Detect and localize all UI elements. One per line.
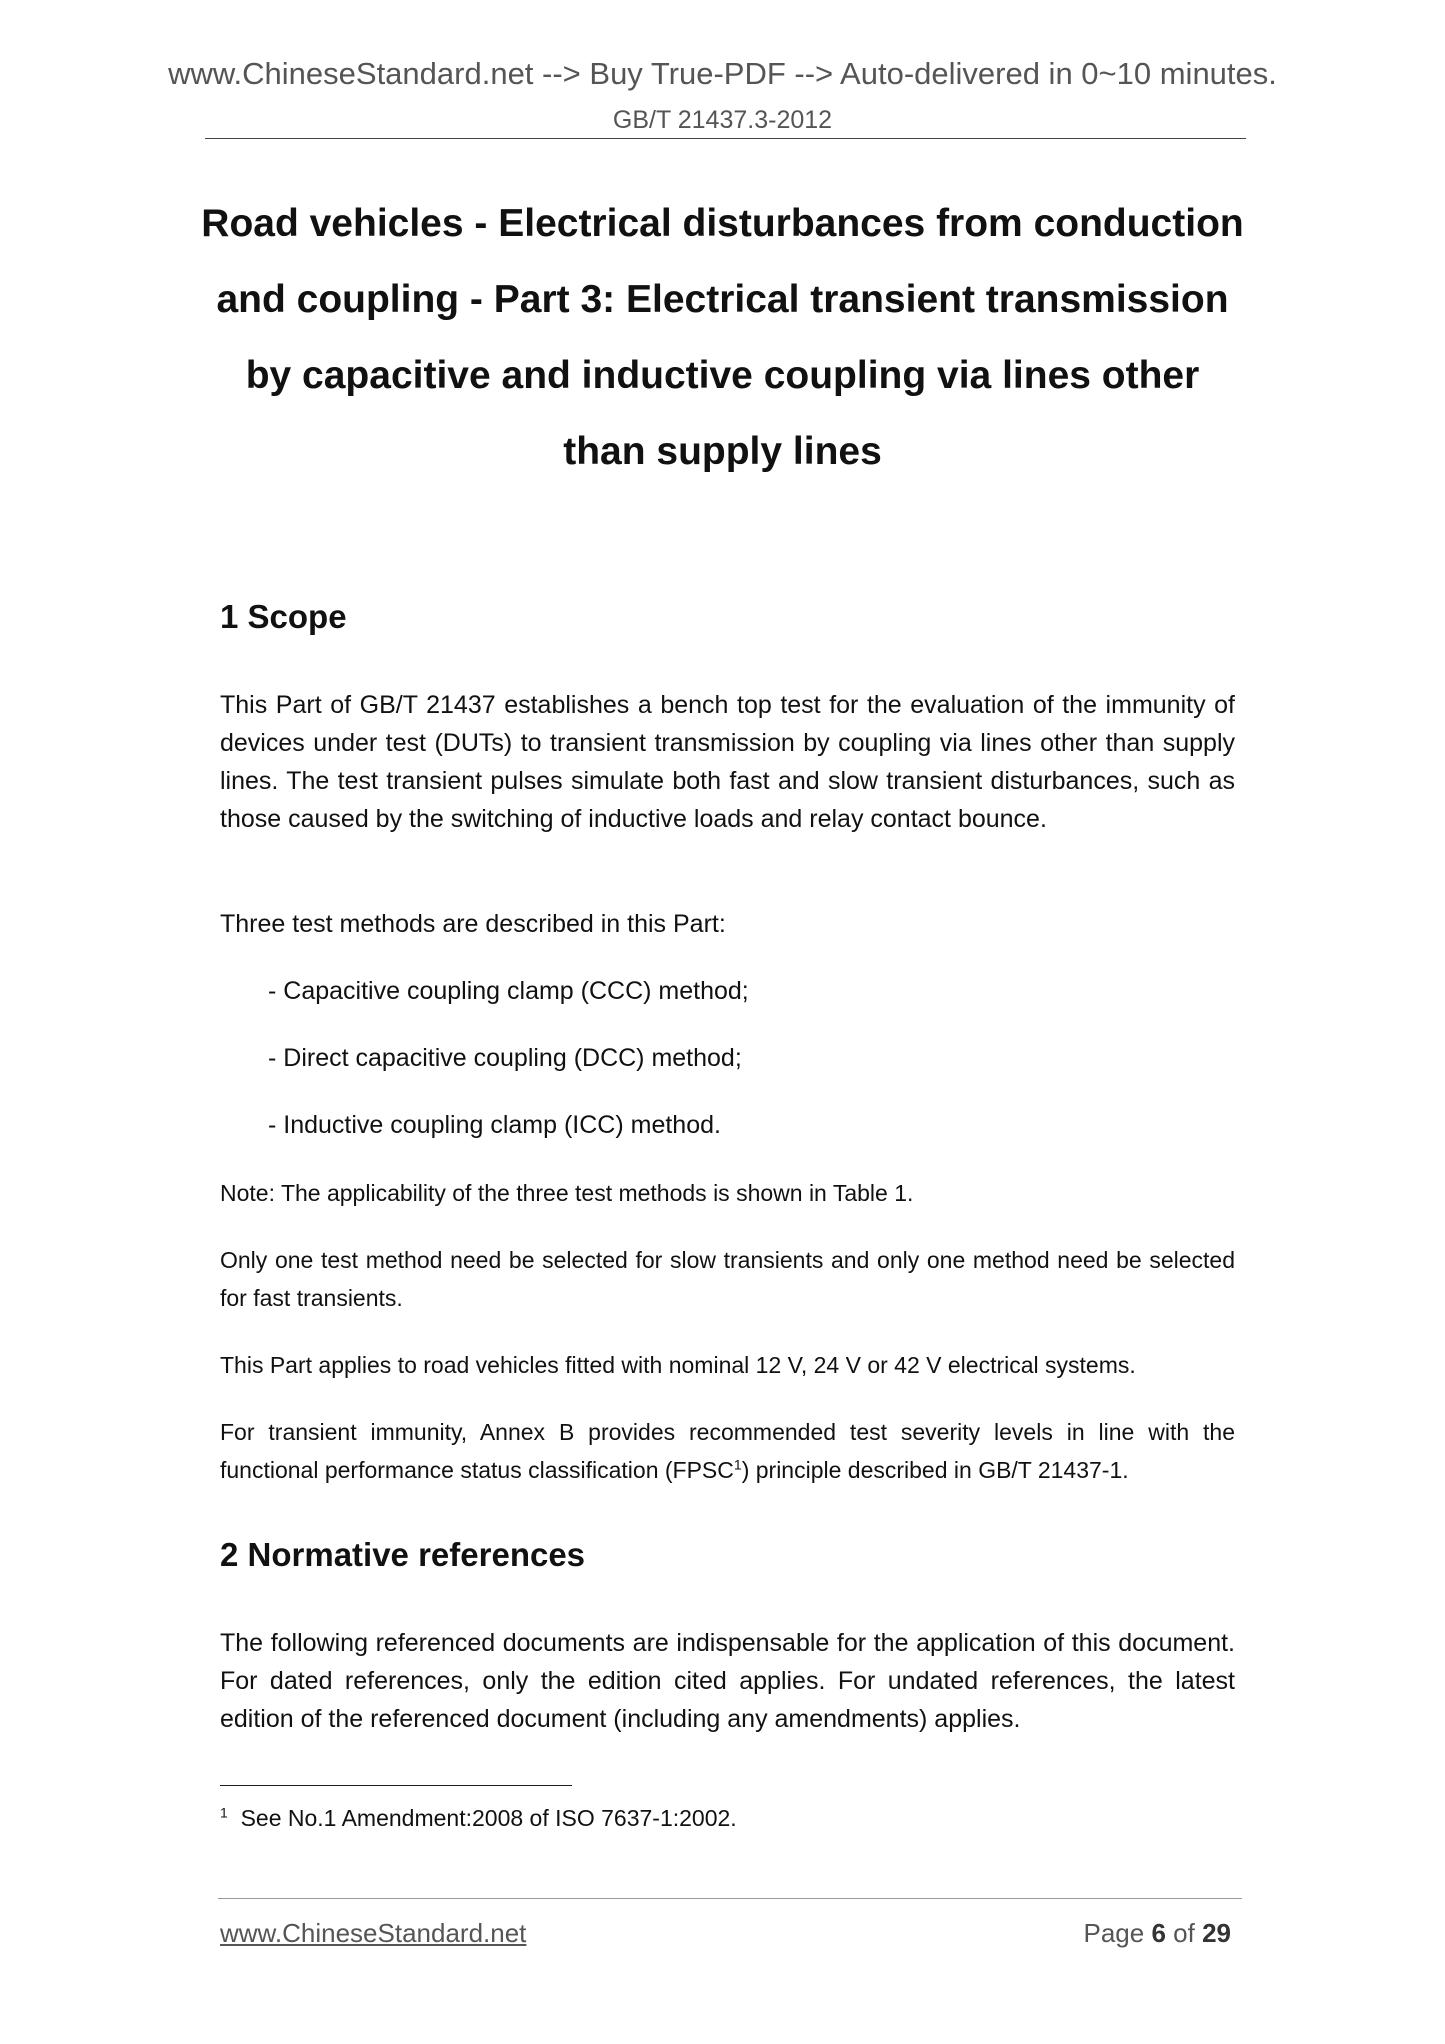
footer-divider — [218, 1898, 1242, 1899]
scope-paragraph-2: Three test methods are described in this Part: — [220, 910, 726, 938]
method-item-icc: - Inductive coupling clamp (ICC) method. — [268, 1111, 721, 1139]
footnote — [220, 1802, 1220, 1834]
standard-number: GB/T 21437.3-2012 — [612, 106, 833, 134]
method-item-ccc: - Capacitive coupling clamp (CCC) method; — [268, 977, 749, 1005]
footer-website-link[interactable]: www.ChineseStandard.net — [220, 1918, 527, 1948]
scope-paragraph-3: Only one test method need be selected for slow transients and only one method need be selected for fast transients. — [220, 1247, 1235, 1311]
scope-paragraph-1: This Part of GB/T 21437 establishes a bench top test for the evaluation of the immunity of devices under test (DUTs) to transient transmission by coupling via lines other than supply lines. The test transient pulses simulate both fast and slow transient disturbances, such as those caused by the switching of inductive loads and relay contact bounce. — [220, 691, 1235, 833]
footnote-text: See No.1 Amendment:2008 of ISO 7637-1:2002. — [240, 1805, 737, 1831]
scope-paragraph-5 — [220, 1413, 1235, 1489]
section-heading-normative-references: 2 Normative references — [220, 1536, 586, 1573]
scope-note: Note: The applicability of the three test methods is shown in Table 1. — [220, 1180, 914, 1206]
scope-paragraph-5-text-b: ) principle described in GB/T 21437-1. — [741, 1457, 1129, 1483]
header-banner: www.ChineseStandard.net --> Buy True-PDF --> Auto-delivered in 0~10 minutes. — [168, 56, 1277, 91]
page-current: 6 — [1151, 1918, 1166, 1948]
footnote-mark: 1 — [220, 1804, 228, 1821]
document-title: Road vehicles - Electrical disturbances from conduction and coupling - Part 3: Electrical transient transmission by capacitive and inductive coupling via lines other than supply lines — [201, 202, 1244, 473]
section-heading-scope: 1 Scope — [220, 598, 347, 635]
page-total: 29 — [1202, 1918, 1231, 1948]
footnote-reference: 1 — [733, 1456, 742, 1473]
page-number — [1083, 1918, 1231, 1949]
scope-paragraph-5-text-a: For transient immunity, Annex B provides recommended test severity levels in line with the functional performance status classification (FPSC — [220, 1419, 1235, 1483]
scope-paragraph-4: This Part applies to road vehicles fitted with nominal 12 V, 24 V or 42 V electrical systems. — [220, 1352, 1136, 1378]
method-item-dcc: - Direct capacitive coupling (DCC) method; — [268, 1044, 742, 1072]
page-prefix: Page — [1083, 1918, 1145, 1948]
page-of: of — [1173, 1918, 1195, 1948]
footnote-divider — [220, 1785, 572, 1786]
references-paragraph-1: The following referenced documents are indispensable for the application of this document. For dated references, only the edition cited applies. For undated references, the latest edition of the referenced document (including any amendments) applies. — [220, 1629, 1235, 1733]
header-divider — [205, 138, 1246, 139]
